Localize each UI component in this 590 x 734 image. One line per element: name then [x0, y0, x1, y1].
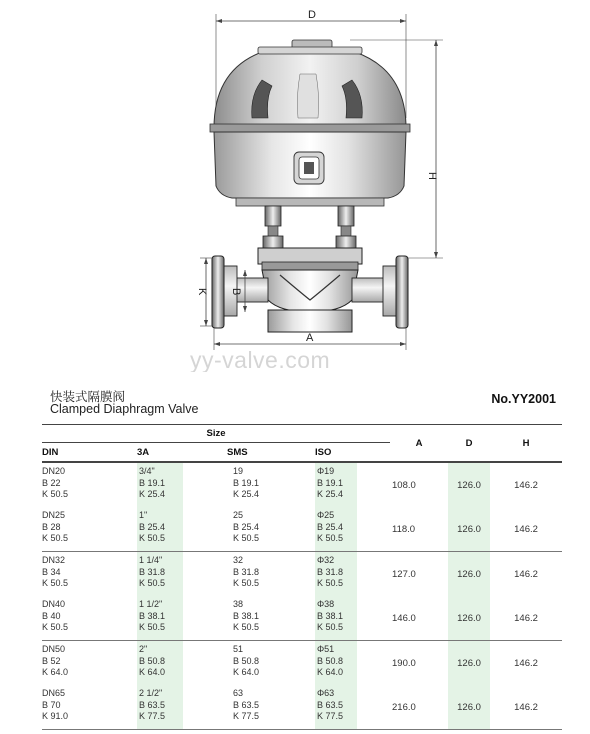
header-row-size	[42, 425, 562, 443]
cell-h: 146.2	[490, 596, 562, 641]
table-row	[42, 507, 562, 552]
cell-a: 216.0	[390, 685, 448, 730]
sms-line: 25	[233, 510, 244, 520]
sms-line: B 19.1	[233, 477, 260, 488]
cell-sms	[227, 462, 315, 507]
cell-din	[42, 596, 137, 641]
sms-line: B 25.4	[233, 521, 260, 532]
cell-d	[448, 462, 490, 507]
spec-table-header	[42, 425, 562, 463]
cell-3a	[137, 685, 227, 730]
cell-d-value: 126.0	[448, 685, 490, 729]
sms-line: B 63.5	[233, 699, 260, 710]
iso-line: Φ38	[317, 599, 335, 609]
cell-3a	[137, 641, 227, 686]
din-line: K 50.5	[42, 489, 69, 499]
header-d: D	[448, 425, 490, 463]
cell-iso	[315, 685, 390, 730]
din-line: B 22	[42, 477, 61, 488]
watermark: yy-valve.com	[190, 347, 331, 372]
cell-3a	[137, 507, 227, 552]
sms-line: 32	[233, 555, 244, 565]
din-line: B 52	[42, 655, 61, 666]
cell-d	[448, 685, 490, 730]
din-line: B 28	[42, 521, 61, 532]
cell-din	[42, 685, 137, 730]
cell-din	[42, 507, 137, 552]
cell-sms	[227, 552, 315, 597]
din-line: B 70	[42, 699, 61, 710]
cell-3a	[137, 462, 227, 507]
cell-a: 108.0	[392, 479, 416, 491]
a3-line: B 50.8	[139, 655, 166, 666]
cell-a: 190.0	[392, 657, 416, 669]
a3-line: K 77.5	[139, 711, 166, 721]
a3-line: K 50.5	[139, 622, 166, 632]
din-line: K 91.0	[42, 711, 69, 721]
iso-line: B 31.8	[317, 566, 344, 577]
dim-label-a: A	[306, 332, 314, 344]
din-line: B 40	[42, 610, 61, 621]
cell-d-value: 126.0	[448, 463, 490, 507]
din-line: K 64.0	[42, 667, 69, 677]
cell-h: 146.2	[490, 685, 562, 730]
header-sms: SMS	[227, 443, 315, 463]
cell-h: 146.2	[514, 479, 538, 491]
sms-line: 38	[233, 599, 244, 609]
dimension-k	[196, 258, 212, 326]
a3-line: 1 1/4"	[139, 555, 163, 565]
iso-line: K 77.5	[317, 711, 344, 721]
cell-sms	[227, 641, 315, 686]
iso-line: B 25.4	[317, 521, 344, 532]
a3-line: 1 1/2"	[139, 599, 163, 609]
sms-line: K 77.5	[233, 711, 260, 721]
iso-line: K 50.5	[317, 578, 344, 588]
cell-iso	[315, 596, 390, 641]
cell-iso	[315, 462, 390, 507]
cell-iso	[315, 641, 390, 686]
iso-line: Φ32	[317, 555, 335, 565]
actuator-lower-housing	[214, 132, 406, 206]
sms-line: B 50.8	[233, 655, 260, 666]
actuator-housing	[210, 40, 410, 132]
a3-line: 2"	[139, 644, 148, 654]
din-line: DN20	[42, 466, 66, 476]
cell-din	[42, 641, 137, 686]
sms-line: K 50.5	[233, 622, 260, 632]
model-number: No.YY2001	[491, 392, 556, 406]
a3-line: K 50.5	[139, 578, 166, 588]
bolts	[263, 206, 356, 248]
spec-table-body	[42, 462, 562, 730]
cell-sms	[227, 507, 315, 552]
header-3a: 3A	[137, 443, 227, 463]
spec-table	[42, 424, 562, 730]
din-line: B 34	[42, 566, 61, 577]
cell-a: 146.0	[390, 596, 448, 641]
title-chinese: 快装式隔膜阀	[50, 390, 126, 404]
cell-din	[42, 552, 137, 597]
sms-line: B 31.8	[233, 566, 260, 577]
cell-3a	[137, 552, 227, 597]
a3-line: K 50.5	[139, 533, 166, 543]
table-row	[42, 462, 562, 507]
sms-line: 19	[233, 466, 244, 476]
header-h: H	[490, 425, 562, 463]
din-line: K 50.5	[42, 578, 69, 588]
cell-d	[448, 596, 490, 641]
iso-line: Φ19	[317, 466, 335, 476]
cell-sms	[227, 685, 315, 730]
a3-line: 2 1/2"	[139, 688, 163, 698]
header-iso: ISO	[315, 443, 390, 463]
cell-h: 146.2	[514, 568, 538, 580]
din-line: K 50.5	[42, 533, 69, 543]
din-line: DN25	[42, 510, 66, 520]
iso-line: B 50.8	[317, 655, 344, 666]
table-row	[42, 596, 562, 641]
cell-a: 118.0	[390, 507, 448, 552]
sms-line: 63	[233, 688, 244, 698]
cell-d	[448, 507, 490, 552]
din-line: DN50	[42, 644, 66, 654]
cell-d	[448, 641, 490, 686]
iso-line: K 64.0	[317, 667, 344, 677]
cell-din	[42, 462, 137, 507]
iso-line: B 63.5	[317, 699, 344, 710]
a3-line: 3/4"	[139, 466, 155, 476]
a3-line: B 19.1	[139, 477, 166, 488]
a3-line: 1"	[139, 510, 148, 520]
cell-d-value: 126.0	[448, 596, 490, 640]
din-line: K 50.5	[42, 622, 69, 632]
din-line: DN40	[42, 599, 66, 609]
iso-line: B 38.1	[317, 610, 344, 621]
a3-line: B 25.4	[139, 521, 166, 532]
din-line: DN65	[42, 688, 66, 698]
iso-line: Φ63	[317, 688, 335, 698]
header-a: A	[390, 425, 448, 463]
sms-line: 51	[233, 644, 244, 654]
table-row	[42, 552, 562, 597]
pipe-right	[352, 256, 408, 328]
header-size: Size	[42, 425, 390, 443]
sms-line: B 38.1	[233, 610, 260, 621]
header-din: DIN	[42, 443, 137, 463]
cell-h: 146.2	[514, 657, 538, 669]
dim-label-k: K	[196, 288, 208, 296]
cell-d	[448, 552, 490, 597]
dim-label-b: B	[230, 288, 242, 296]
sms-line: K 50.5	[233, 533, 260, 543]
sms-line: K 25.4	[233, 489, 260, 499]
a3-line: B 38.1	[139, 610, 166, 621]
cell-iso	[315, 552, 390, 597]
iso-line: B 19.1	[317, 477, 344, 488]
din-line: DN32	[42, 555, 66, 565]
cell-d-value: 126.0	[448, 641, 490, 685]
dim-label-d: D	[308, 9, 316, 21]
sms-line: K 50.5	[233, 578, 260, 588]
iso-line: Φ51	[317, 644, 335, 654]
iso-line: K 25.4	[317, 489, 344, 499]
iso-line: K 50.5	[317, 533, 344, 543]
sms-line: K 64.0	[233, 667, 260, 677]
cell-h: 146.2	[490, 507, 562, 552]
iso-line: Φ25	[317, 510, 335, 520]
a3-line: B 63.5	[139, 699, 166, 710]
cell-sms	[227, 596, 315, 641]
title-english: Clamped Diaphragm Valve	[50, 402, 199, 416]
cell-3a	[137, 596, 227, 641]
a3-line: K 64.0	[139, 667, 166, 677]
a3-line: K 25.4	[139, 489, 166, 499]
iso-line: K 50.5	[317, 622, 344, 632]
cell-iso	[315, 507, 390, 552]
cell-d-value: 126.0	[448, 507, 490, 551]
cell-a: 127.0	[392, 568, 416, 580]
table-row	[42, 641, 562, 686]
table-row	[42, 685, 562, 730]
dim-label-h: H	[426, 172, 438, 180]
valve-body	[258, 248, 362, 332]
a3-line: B 31.8	[139, 566, 166, 577]
cell-d-value: 126.0	[448, 552, 490, 596]
